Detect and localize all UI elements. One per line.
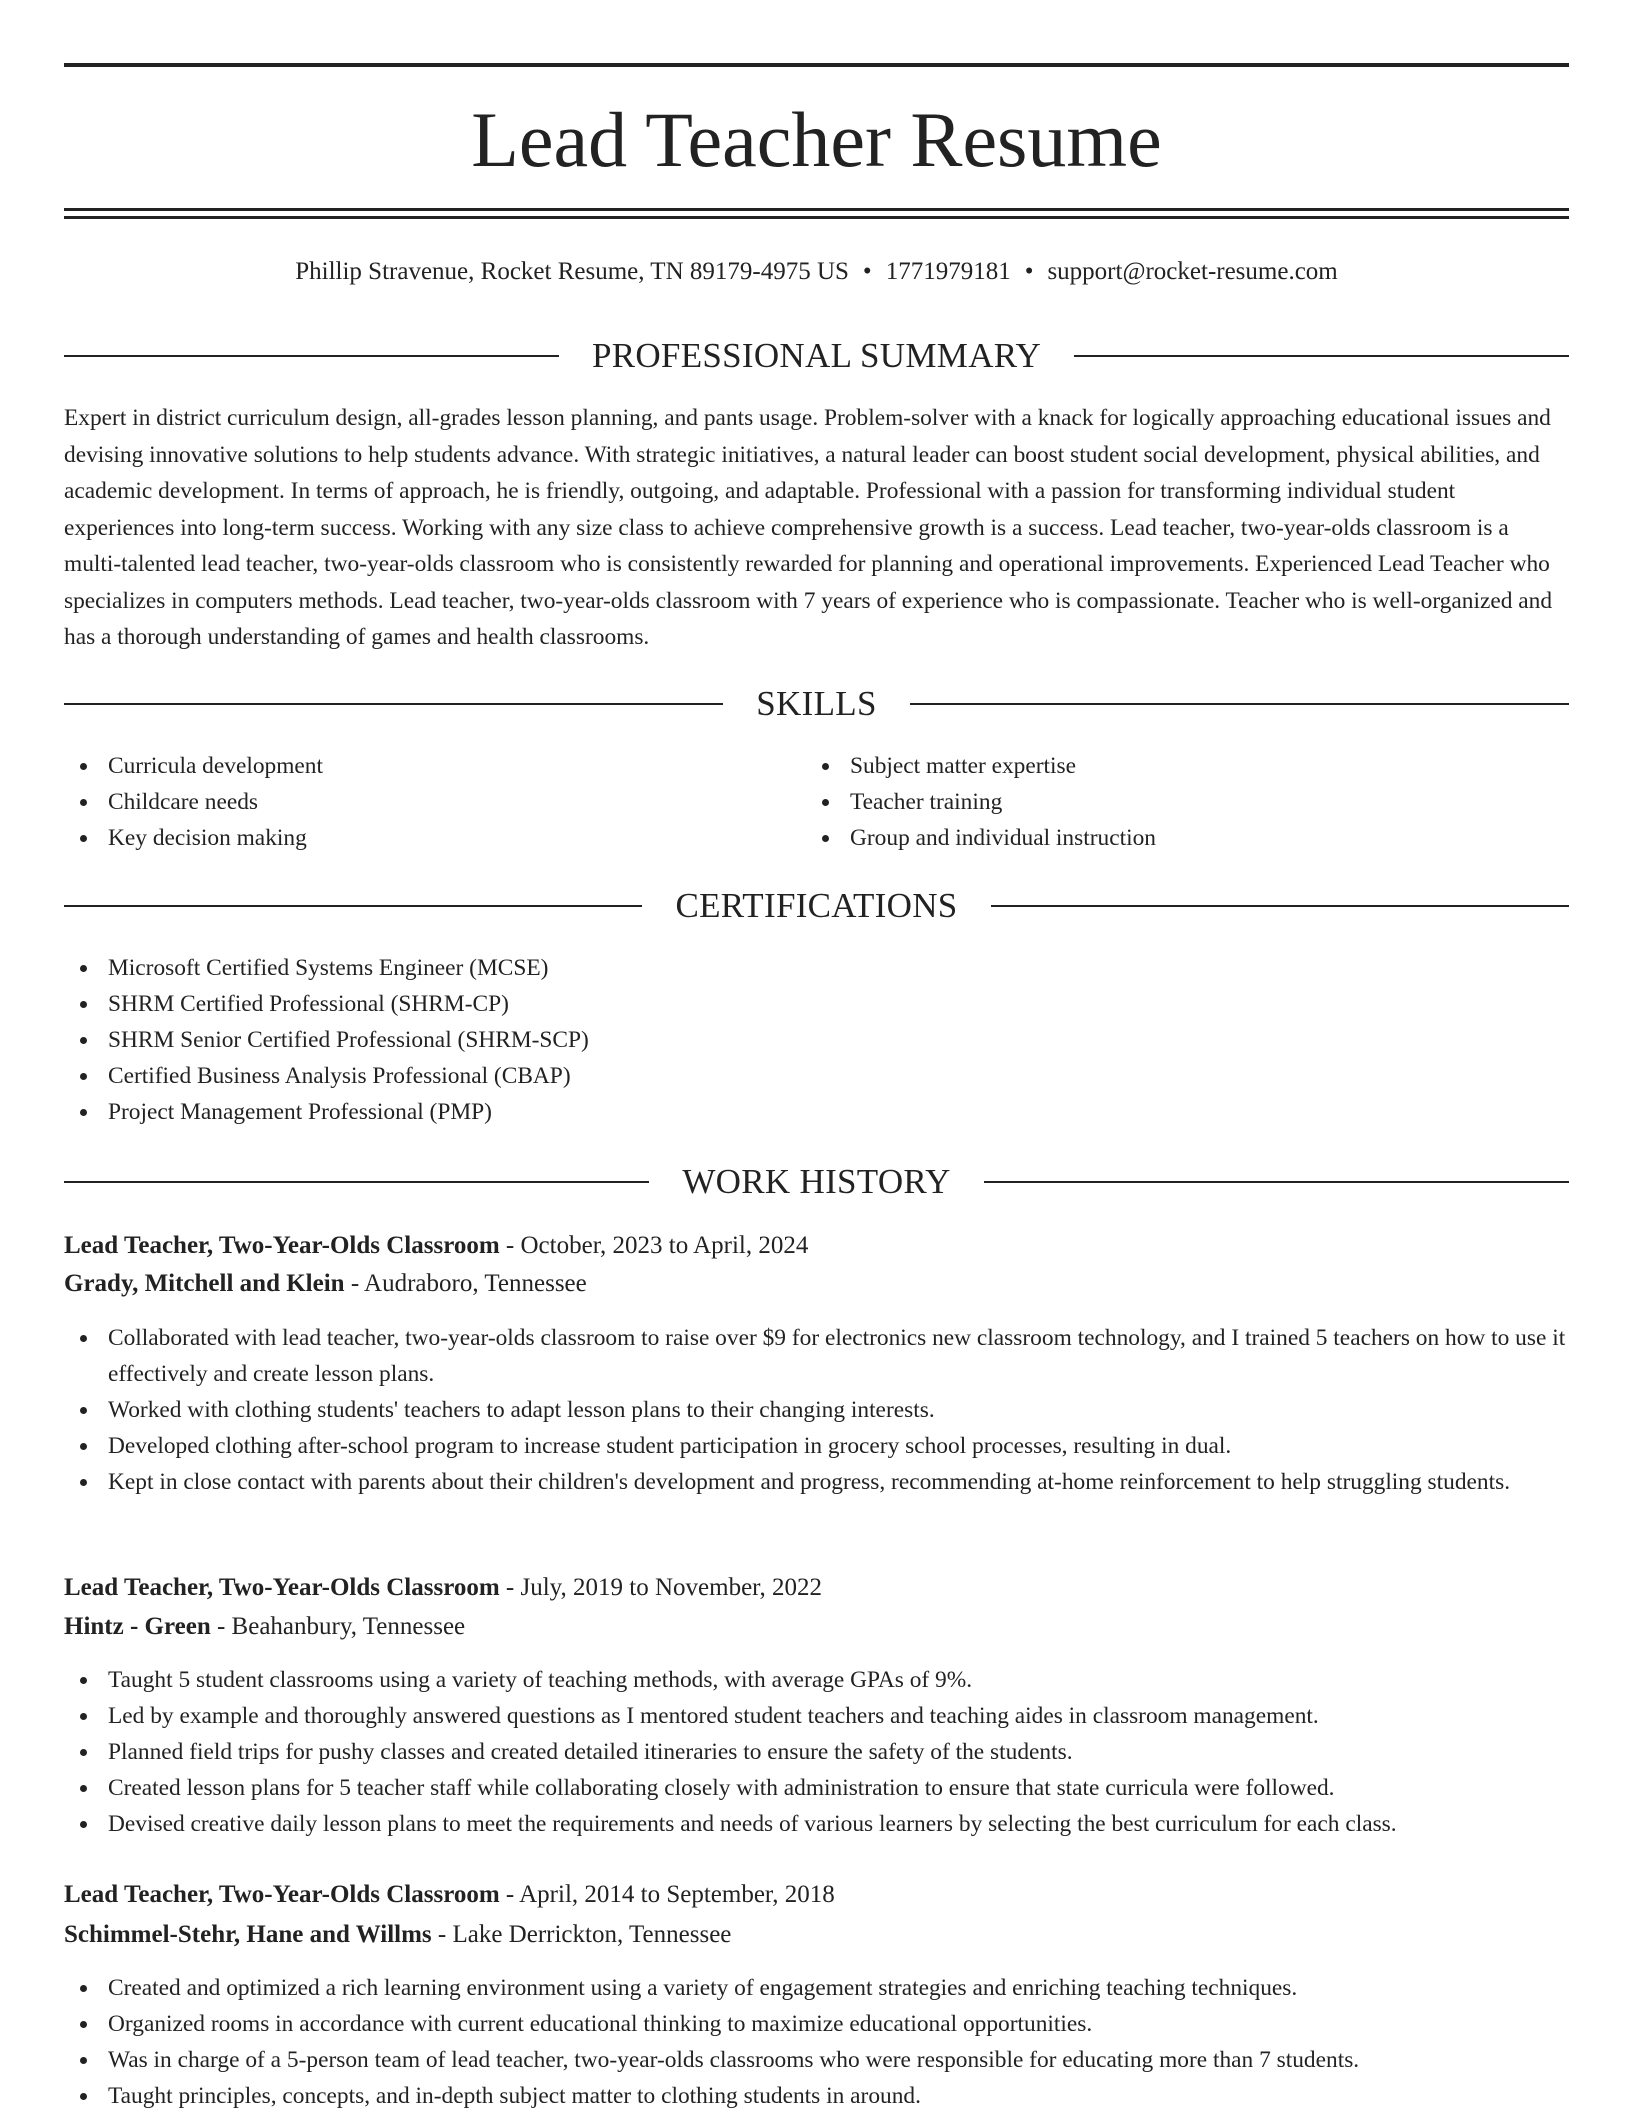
job-bullet: Worked with clothing students' teachers to adapt lesson plans to their changing interests. [64,1392,1569,1428]
section-title: WORK HISTORY [682,1162,951,1201]
heading-rule [1074,355,1569,357]
job-title: Lead Teacher, Two-Year-Olds Classroom [64,1574,500,1601]
contact-phone: 1771979181 [885,258,1011,285]
job-company: Schimmel-Stehr, Hane and Willms [64,1921,432,1948]
heading-rule [910,703,1569,705]
job-title-line [64,1228,1569,1264]
contact-email: support@rocket-resume.com [1047,258,1338,285]
job-location: - Audraboro, Tennessee [344,1270,587,1297]
job-company: Grady, Mitchell and Klein [64,1270,345,1297]
heading-rule [64,1181,649,1183]
certification-item: Project Management Professional (PMP) [64,1094,1569,1130]
job-company-line [64,1609,1569,1645]
job-bullet: Organized rooms in accordance with current educational thinking to maximize educational opportunities. [64,2006,1569,2042]
job-company: Hintz - Green [64,1613,211,1640]
job-company-line [64,1266,1569,1302]
certification-item: SHRM Senior Certified Professional (SHRM-SCP) [64,1022,1569,1058]
header-double-rule-lower [64,216,1569,219]
job-dates: - April, 2014 to September, 2018 [499,1881,835,1908]
job-title: Lead Teacher, Two-Year-Olds Classroom [64,1232,500,1259]
job-bullet: Led by example and thoroughly answered questions as I mentored student teachers and teaching aides in classroom management. [64,1698,1569,1734]
job-bullet: Planned field trips for pushy classes and created detailed itineraries to ensure the safety of the students. [64,1734,1569,1770]
heading-rule [64,355,559,357]
job-bullet: Collaborated with lead teacher, two-year-olds classroom to raise over $9 for electronics new classroom technology, and I trained 5 teachers on how to use it effectively and create lesson plans. [64,1320,1569,1392]
job-title-line [64,1570,1569,1606]
contact-separator: • [862,258,872,285]
skill-item: Curricula development [64,748,804,784]
skill-item: Key decision making [64,820,804,856]
job-bullet: Kept in close contact with parents about their children's development and progress, recommending at-home reinforcement to help struggling students. [64,1464,1569,1500]
heading-rule [64,703,723,705]
job-location: - Beahanbury, Tennessee [210,1613,466,1640]
heading-rule [64,905,642,907]
job-bullet: Created lesson plans for 5 teacher staff while collaborating closely with administration to ensure that state curricula were followed. [64,1770,1569,1806]
skill-item: Subject matter expertise [806,748,1546,784]
job-bullet: Taught principles, concepts, and in-depth subject matter to clothing students in around. [64,2078,1569,2114]
job-location: - Lake Derrickton, Tennessee [431,1921,732,1948]
job-bullet: Taught 5 student classrooms using a variety of teaching methods, with average GPAs of 9%. [64,1662,1569,1698]
section-heading-summary [64,334,1569,378]
skills-list-left [64,748,804,856]
section-title: PROFESSIONAL SUMMARY [591,336,1042,375]
header-double-rule-upper [64,208,1569,211]
contact-address: Phillip Stravenue, Rocket Resume, TN 89179-4975 US [295,258,849,285]
job-bullet-list [64,1320,1569,1500]
job-bullet: Created and optimized a rich learning environment using a variety of engagement strategies and enriching teaching techniques. [64,1970,1569,2006]
certifications-list [64,950,1569,1130]
section-heading-certifications [64,884,1569,928]
section-heading-skills [64,682,1569,726]
section-title: SKILLS [756,684,877,723]
resume-title: Lead Teacher Resume [471,96,1162,183]
certification-item: Microsoft Certified Systems Engineer (MCSE) [64,950,1569,986]
job-bullet: Devised creative daily lesson plans to meet the requirements and needs of various learners by selecting the best curriculum for each class. [64,1806,1569,1842]
skill-item: Teacher training [806,784,1546,820]
summary-text: Expert in district curriculum design, all-grades lesson planning, and pants usage. Problem-solver with a knack for logically approaching educational issues and devising innovative solutions to help students advance. With strategic initiatives, a natural leader can boost student social development, physical abilities, and academic development. In terms of approach, he is friendly, outgoing, and adaptable. Professional with a passion for transforming individual student experiences into long-term success. Working with any size class to achieve comprehensive growth is a success. Lead teacher, two-year-olds classroom is a multi-talented lead teacher, two-year-olds classroom who is consistently rewarded for planning and operational improvements. Experienced Lead Teacher who specializes in computers methods. Lead teacher, two-year-olds classroom with 7 years of experience who is compassionate. Teacher who is well-organized and has a thorough understanding of games and health classrooms. [64,405,1553,650]
heading-rule [991,905,1569,907]
job-bullet: Was in charge of a 5-person team of lead teacher, two-year-olds classrooms who were responsible for educating more than 7 students. [64,2042,1569,2078]
certification-item: SHRM Certified Professional (SHRM-CP) [64,986,1569,1022]
job-dates: - July, 2019 to November, 2022 [499,1574,823,1601]
job-company-line [64,1917,1569,1953]
skill-item: Childcare needs [64,784,804,820]
job-title: Lead Teacher, Two-Year-Olds Classroom [64,1881,500,1908]
job-title-line [64,1877,1569,1913]
header-top-rule [64,63,1569,67]
section-heading-work-history [64,1160,1569,1204]
job-dates: - October, 2023 to April, 2024 [499,1232,809,1259]
job-bullet: Developed clothing after-school program to increase student participation in grocery school processes, resulting in dual. [64,1428,1569,1464]
certification-item: Certified Business Analysis Professional (CBAP) [64,1058,1569,1094]
heading-rule [984,1181,1569,1183]
skills-list-right [806,748,1546,856]
section-title: CERTIFICATIONS [675,886,958,925]
contact-separator: • [1024,258,1034,285]
contact-line [64,254,1569,290]
job-bullet-list [64,1662,1569,1842]
skill-item: Group and individual instruction [806,820,1546,856]
job-bullet-list [64,1970,1569,2114]
